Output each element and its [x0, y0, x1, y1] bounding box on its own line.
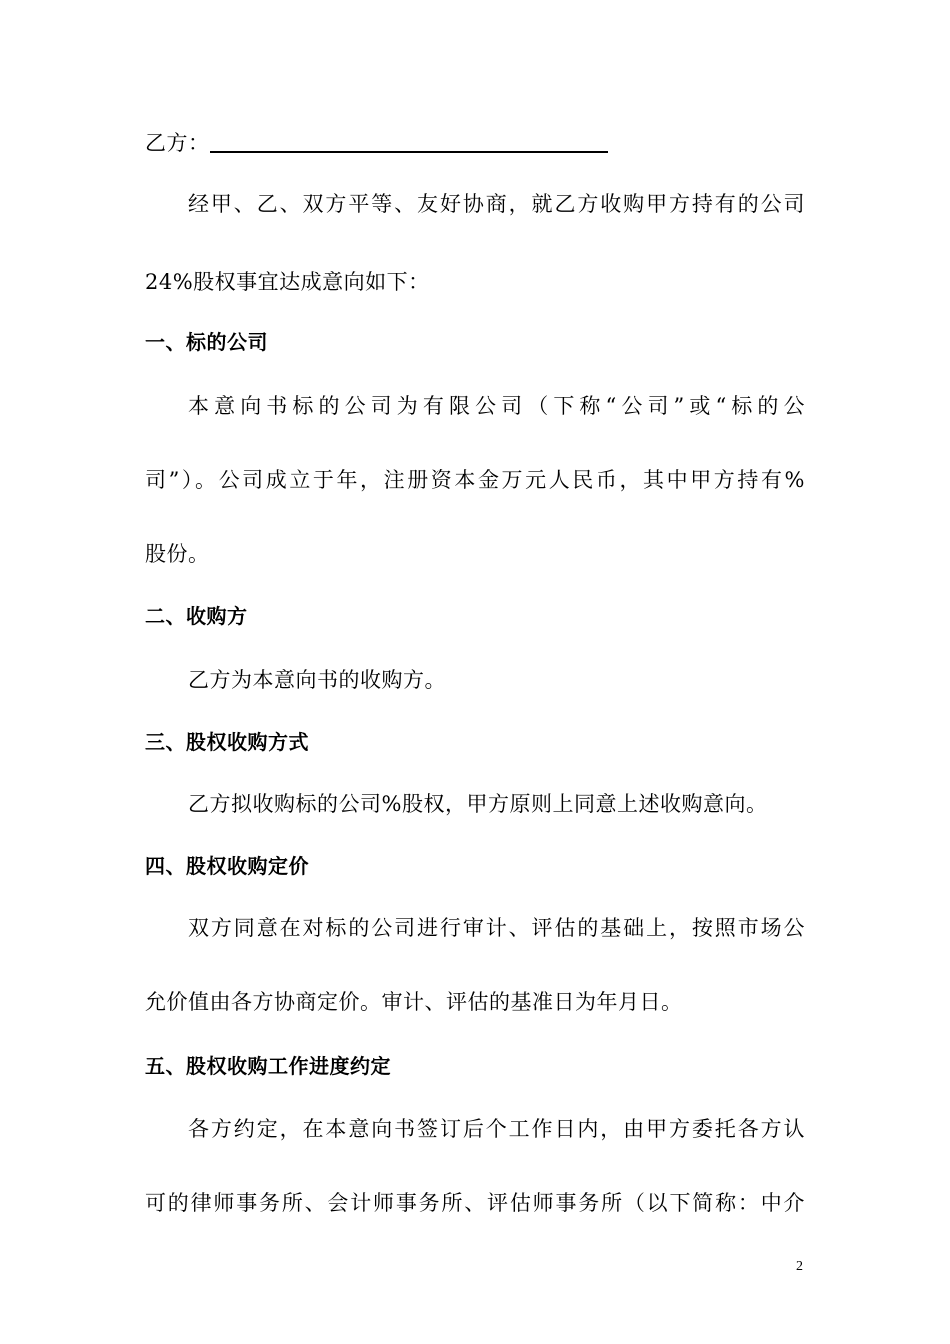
section-1-line-1: 本意向书标的公司为有限公司（下称“公司”或“标的公	[188, 394, 805, 418]
section-5-line-2: 可的律师事务所、会计师事务所、评估师事务所（以下简称：中介	[145, 1191, 805, 1215]
section-2-line-1: 乙方为本意向书的收购方。	[188, 668, 446, 692]
intro-paragraph-line-1: 经甲、乙、双方平等、友好协商，就乙方收购甲方持有的公司	[188, 192, 805, 216]
section-4-line-2: 允价值由各方协商定价。审计、评估的基准日为年月日。	[145, 990, 683, 1014]
section-4-line-1: 双方同意在对标的公司进行审计、评估的基础上，按照市场公	[188, 916, 805, 940]
section-1-line-2: 司”）。公司成立于年，注册资本金万元人民币，其中甲方持有%	[145, 468, 805, 492]
section-3-heading: 三、股权收购方式	[145, 730, 309, 754]
party-b-row	[145, 128, 608, 158]
section-4-heading: 四、股权收购定价	[145, 854, 309, 878]
section-1-heading: 一、标的公司	[145, 330, 268, 354]
section-1-line-3: 股份。	[145, 542, 210, 566]
section-5-heading: 五、股权收购工作进度约定	[145, 1054, 391, 1078]
section-5-line-1: 各方约定，在本意向书签订后个工作日内，由甲方委托各方认	[188, 1117, 805, 1141]
page-number: 2	[796, 1259, 803, 1274]
section-2-heading: 二、收购方	[145, 604, 248, 628]
intro-paragraph-line-2: 24%股权事宜达成意向如下：	[145, 270, 430, 294]
party-b-label: 乙方：	[145, 131, 210, 155]
party-b-blank-line	[210, 131, 608, 153]
section-3-line-1: 乙方拟收购标的公司%股权，甲方原则上同意上述收购意向。	[188, 792, 768, 816]
